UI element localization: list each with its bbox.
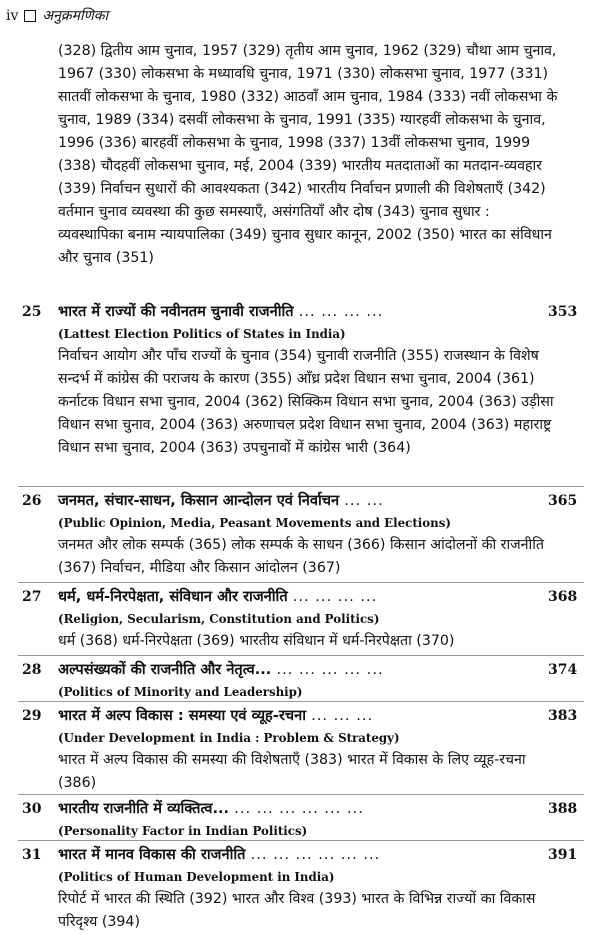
- chapter-title-text: भारतीय राजनीति में व्यक्तित्व...: [58, 800, 230, 817]
- chapter-english-title: (Religion, Secularism, Constitution and Politics): [58, 612, 380, 626]
- checkbox-icon: [24, 10, 36, 22]
- continuation-text: (328) द्वितीय आम चुनाव, 1957 (329) तृतीय आम चुनाव, 1962 (329) चौथा आम चुनाव, 1967 (330) लोकसभा के मध्यावधि चुनाव, 1971 (330) लोकसभा चुनाव, 1977 (331) सातवीं लोकसभा के चुनाव, 1980 (332) आठवाँ आम चुनाव, 1984 (333) नवीं लोकसभा के चुनाव, 1989 (334) दसवीं लोकसभा के चुनाव, 1991 (335) ग्यारहवीं लोकसभा के चुनाव, 1996 (336) बारहवीं लोकसभा के चुनाव, 1998 (337) 13वीं लोकसभा चुनाव, 1999 (338) चौदहवीं लोकसभा चुनाव, मई, 2004 (339) भारतीय मतदाताओं का मतदान-व्यवहार (339) निर्वाचन सुधारों की आवश्यकता (342) भारतीय निर्वाचन प्रणाली की विशेषताएँ (342) वर्तमान चुनाव व्यवस्था की कुछ समस्याएँ, असंगतियाँ और दोष (343) चुनाव सुधार : व्यवस्थापिका बनाम न्यायपालिका (349) चुनाव सुधार कानून, 2002 (350) भारत का संविधान और चुनाव (351): [58, 43, 558, 266]
- chapter-number: 28: [22, 662, 42, 678]
- chapter-number: 31: [22, 847, 42, 863]
- chapter-description: जनमत और लोक सम्पर्क (365) लोक सम्पर्क के साधन (366) किसान आंदोलनों की राजनीति (367) निर्वाचन, मीडिया और किसान आंदोलन (367): [58, 537, 544, 576]
- chapter-page: 383: [548, 708, 578, 724]
- divider: [18, 582, 584, 583]
- chapter-page: 388: [548, 801, 578, 817]
- chapter-number: 25: [22, 304, 42, 320]
- divider: [18, 701, 584, 702]
- header-title: अनुक्रमणिका: [42, 8, 109, 24]
- chapter-english-title: (Lattest Election Politics of States in India): [58, 327, 346, 341]
- chapter-title-text: अल्पसंख्यकों की राजनीति और नेतृत्व...: [58, 661, 272, 678]
- divider: [18, 840, 584, 841]
- chapter-description: रिपोर्ट में भारत की स्थिति (392) भारत और विश्व (393) भारत के विभिन्न राज्यों का विकास परिदृश्य (394): [58, 891, 536, 930]
- chapter-page: 368: [548, 589, 578, 605]
- chapter-title-text: भारत में अल्प विकास : समस्या एवं व्यूह-रचना: [58, 707, 306, 724]
- leader-dots: ... ... ... ... ... ...: [234, 800, 364, 817]
- chapter-number: 26: [22, 493, 42, 509]
- chapter-english-title: (Politics of Minority and Leadership): [58, 685, 303, 699]
- page-header: [6, 6, 108, 25]
- chapter-page: 353: [548, 304, 578, 320]
- chapter-title[interactable]: [58, 844, 380, 866]
- page-number: iv: [6, 7, 19, 24]
- chapter-title-text: भारत में राज्यों की नवीनतम चुनावी राजनीति: [58, 303, 294, 320]
- divider: [18, 486, 584, 487]
- chapter-title[interactable]: [58, 659, 384, 681]
- chapter-page: 374: [548, 662, 578, 678]
- chapter-page: 391: [548, 847, 578, 863]
- leader-dots: ... ... ... ...: [292, 588, 378, 605]
- leader-dots: ... ...: [344, 492, 384, 509]
- chapter-title-text: जनमत, संचार-साधन, किसान आन्दोलन एवं निर्वाचन: [58, 492, 340, 509]
- divider: [18, 655, 584, 656]
- leader-dots: ... ... ... ...: [298, 303, 384, 320]
- leader-dots: ... ... ... ... ...: [276, 661, 384, 678]
- chapter-number: 30: [22, 801, 42, 817]
- chapter-english-title: (Personality Factor in Indian Politics): [58, 824, 308, 838]
- leader-dots: ... ... ... ... ... ...: [250, 846, 381, 863]
- divider: [18, 794, 584, 795]
- chapter-description: निर्वाचन आयोग और पाँच राज्यों के चुनाव (354) चुनावी राजनीति (355) राजस्थान के विशेष सन्दर्भ में कांग्रेस की पराजय के कारण (355) आँध्र प्रदेश विधान सभा चुनाव, 2004 (361) कर्नाटक विधान सभा चुनाव, 2004 (362) सिक्किम विधान सभा चुनाव, 2004 (363) उड़ीसा विधान सभा चुनाव, 2004 (363) अरुणाचल प्रदेश विधान सभा चुनाव, 2004 (363) महाराष्ट्र विधान सभा चुनाव, 2004 (363) उपचुनावों में कांग्रेस भारी (364): [58, 348, 554, 456]
- chapter-title[interactable]: [58, 798, 364, 820]
- chapter-page: 365: [548, 493, 578, 509]
- leader-dots: ... ... ...: [311, 707, 374, 724]
- chapter-title-text: भारत में मानव विकास की राजनीति: [58, 846, 246, 863]
- chapter-english-title: (Politics of Human Development in India): [58, 870, 335, 884]
- chapter-title[interactable]: [58, 705, 373, 727]
- chapter-number: 27: [22, 589, 42, 605]
- chapter-english-title: (Under Development in India : Problem & Strategy): [58, 731, 400, 745]
- chapter-description: भारत में अल्प विकास की समस्या की विशेषताएँ (383) भारत में विकास के लिए व्यूह-रचना (386): [58, 752, 526, 791]
- chapter-description: धर्म (368) धर्म-निरपेक्षता (369) भारतीय संविधान में धर्म-निरपेक्षता (370): [58, 633, 455, 649]
- chapter-title[interactable]: [58, 490, 384, 512]
- chapter-title-text: धर्म, धर्म-निरपेक्षता, संविधान और राजनीति: [58, 588, 288, 605]
- chapter-english-title: (Public Opinion, Media, Peasant Movements and Elections): [58, 516, 451, 530]
- chapter-number: 29: [22, 708, 42, 724]
- chapter-title[interactable]: [58, 586, 377, 608]
- chapter-title[interactable]: [58, 301, 383, 323]
